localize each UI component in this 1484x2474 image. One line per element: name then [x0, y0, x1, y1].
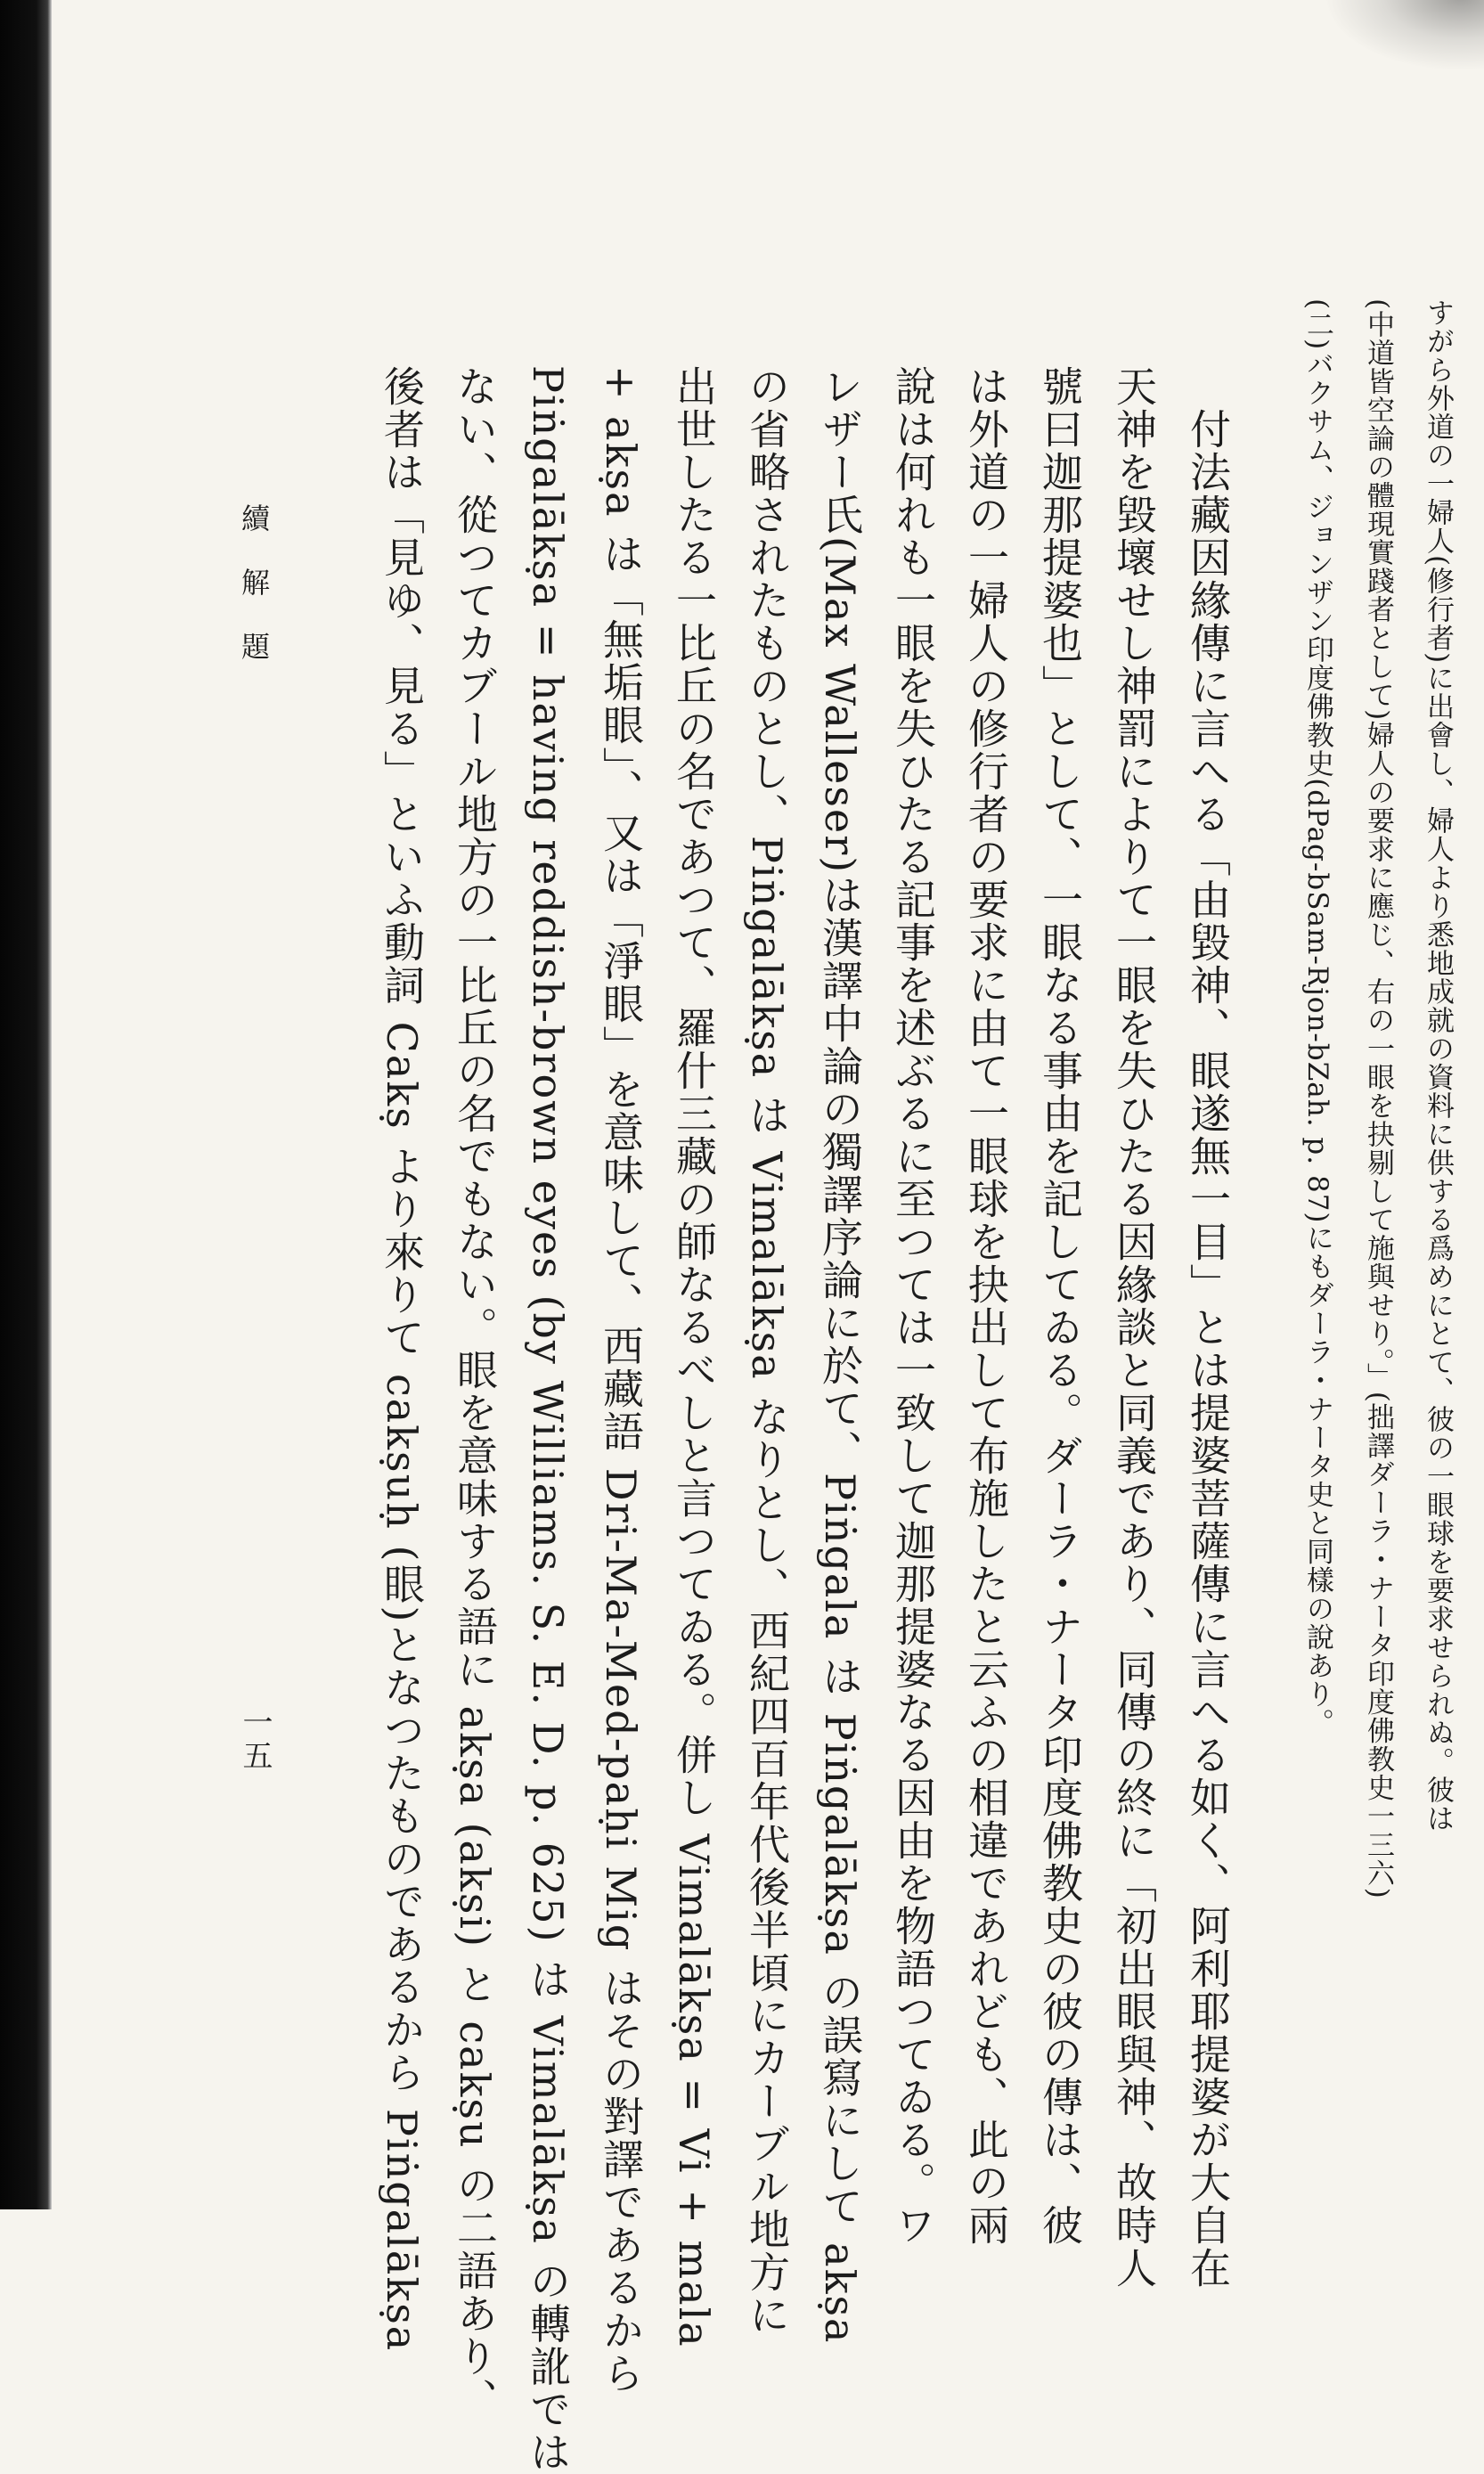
note-line-3: (二)バクサム、ジョンザン印度佛教史(dPag-bSam-Rjon-bZah. p. 87)にもダーラ・ナータ史と同樣の說あり。 [1301, 298, 1333, 1737]
book-spine-shadow [0, 0, 52, 2209]
body-line-7: の省略されたものとし、Piṅgalākṣa は Vimalākṣa なりとし、西紀四百年代後半頃にカーブル地方に [743, 365, 791, 2337]
body-line-12: 後者は「見ゆ、見る」といふ動詞 Cakṣ より來りて cakṣuḥ (眼)となつたものであるから Piṅgalākṣa [378, 365, 426, 2353]
body-line-1: 付法藏因緣傳に言へる「由毀神、眼遂無一目」とは提婆菩薩傳に言へる如く、阿利耶提婆が大自在 [1184, 365, 1232, 2290]
note-line-2: (中道皆空論の體現實踐者として)婦人の要求に應じ、右の一眼を抉剔して施與せり。」(拙譯ダーラ・ナータ印度佛教史一三六) [1362, 298, 1394, 1899]
body-line-9: + akṣa は「無垢眼」、又は「淨眼」を意味して、西藏語 Dri-Ma-Med-paḥi Mig はその對譯であるから [597, 365, 645, 2395]
body-line-11: ない、從つてカブール地方の一比丘の名でもない。眼を意味する語に akṣa (akṣi) と cakṣu の二語あり、 [451, 365, 499, 2421]
body-line-8: 出世したる一比丘の名であつて、羅什三藏の師なるべしと言つてゐる。併し Vimalākṣa = Vi + mala [670, 365, 718, 2348]
body-line-3: 號曰迦那提婆也」として、一眼なる事由を記してゐる。ダーラ・ナータ印度佛教史の彼の傳は、彼 [1036, 365, 1084, 2247]
body-line-5: 說は何れも一眼を失ひたる記事を述ぶるに至つては一致して迦那提婆なる因由を物語つてゐる。ワ [889, 365, 937, 2247]
corner-smudge [1324, 0, 1484, 71]
note-line-1: すがら外道の一婦人(修行者)に出會し、婦人より悉地成就の資料に供する爲めにとて、彼の一眼球を要求せられぬ。彼は [1422, 298, 1454, 1833]
body-line-6: レザー氏(Max Walleser)は漢譯中論の獨譯序論に於て、Piṅgala は Piṅgalākṣa の誤寫にして akṣa [816, 365, 864, 2345]
page-number: 一五 [237, 1706, 273, 1774]
body-line-4: は外道の一婦人の修行者の要求に由て一眼球を抉出して布施したと云ふの相違であれども、此の兩 [962, 365, 1010, 2247]
body-line-2: 天神を毀壞せし神罰によりて一眼を失ひたる因緣談と同義であり、同傳の終に「初出眼與神、故時人 [1110, 365, 1158, 2290]
body-line-10: Piṅgalākṣa = having reddish-brown eyes (by Williams. S. E. D. p. 625) は Vimalākṣa の轉訛では [524, 365, 572, 2474]
running-head: 續解題 [237, 503, 271, 696]
